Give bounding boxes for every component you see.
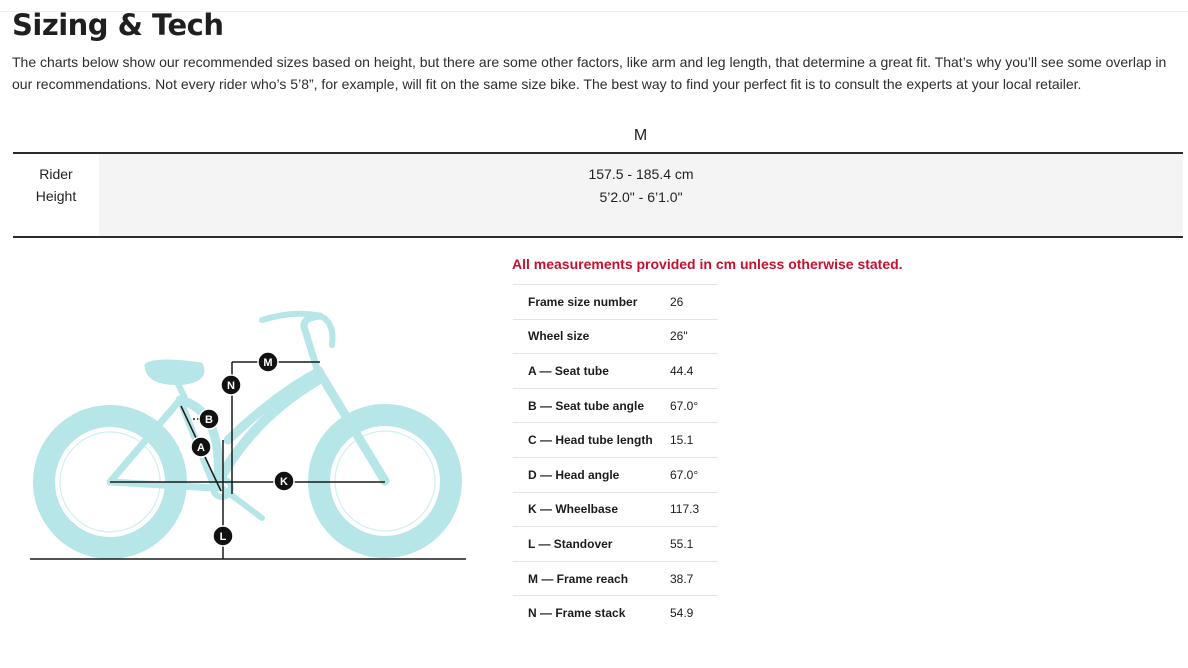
geometry-label: C — Head tube length (513, 423, 656, 458)
geometry-label: A — Seat tube (513, 354, 656, 389)
geometry-value: 67.0° (656, 457, 718, 492)
rider-height-label-line1: Rider (39, 166, 73, 182)
geometry-label: M — Frame reach (513, 561, 656, 596)
geometry-value: 55.1 (656, 527, 718, 562)
table-row (513, 457, 718, 492)
size-column-header: M (633, 127, 648, 144)
page-title: Sizing & Tech (12, 8, 224, 42)
table-row (513, 596, 718, 630)
geometry-label: K — Wheelbase (513, 492, 656, 527)
height-cm: 157.5 - 185.4 cm (588, 166, 694, 182)
marker-b-label: B (205, 414, 213, 426)
saddle (148, 363, 201, 381)
marker-m (258, 352, 278, 372)
bike-geometry-diagram (28, 300, 470, 562)
geometry-label: D — Head angle (513, 457, 656, 492)
geometry-value: 44.4 (656, 354, 718, 389)
marker-k (274, 471, 294, 491)
geometry-value: 67.0° (656, 388, 718, 423)
marker-m-label: M (263, 357, 273, 369)
table-row (513, 354, 718, 389)
marker-b (199, 409, 219, 429)
table-row (513, 561, 718, 596)
geometry-label: Wheel size (513, 319, 656, 354)
geometry-label: L — Standover (513, 527, 656, 562)
marker-a-label: A (197, 442, 205, 454)
table-row (513, 527, 718, 562)
rider-height-label-line2: Height (35, 188, 77, 204)
top-tube (228, 372, 318, 440)
geometry-value: 26 (656, 285, 718, 320)
geometry-value: 38.7 (656, 561, 718, 596)
marker-n (221, 375, 241, 395)
height-ft: 5’2.0" - 6’1.0" (599, 189, 683, 205)
geometry-value: 15.1 (656, 423, 718, 458)
handlebar (262, 314, 333, 345)
intro-paragraph: The charts below show our recommended sizes based on height, but there are some other factors, like arm and leg length, that determine a great fit. That’s why you’ll see some overlap in our recommendations. Not every rider who’s 5’8”, for example, will fit on the same size bike. The best way to find your perfect fit is to consult the experts at your local retailer. (12, 54, 1167, 92)
height-values (99, 163, 1183, 209)
table-row (513, 285, 718, 320)
geometry-label: B — Seat tube angle (513, 388, 656, 423)
bike-illustration (44, 314, 451, 548)
marker-a (191, 437, 211, 457)
measurement-note: All measurements provided in cm unless otherwise stated. (512, 256, 903, 272)
geometry-value: 54.9 (656, 596, 718, 630)
geometry-value: 117.3 (656, 492, 718, 527)
table-row (513, 388, 718, 423)
geometry-label: Frame size number (513, 285, 656, 320)
marker-l (213, 526, 233, 546)
geometry-label: N — Frame stack (513, 596, 656, 630)
geometry-value: 26" (656, 319, 718, 354)
marker-k-label: K (280, 476, 288, 488)
geometry-table (513, 284, 718, 630)
marker-n-label: N (227, 380, 235, 392)
rider-height-label (13, 163, 99, 207)
table-row (513, 319, 718, 354)
table-row (513, 492, 718, 527)
table-bottom-rule (13, 236, 1183, 238)
stem (304, 316, 320, 372)
table-row (513, 423, 718, 458)
marker-l-label: L (219, 531, 227, 543)
